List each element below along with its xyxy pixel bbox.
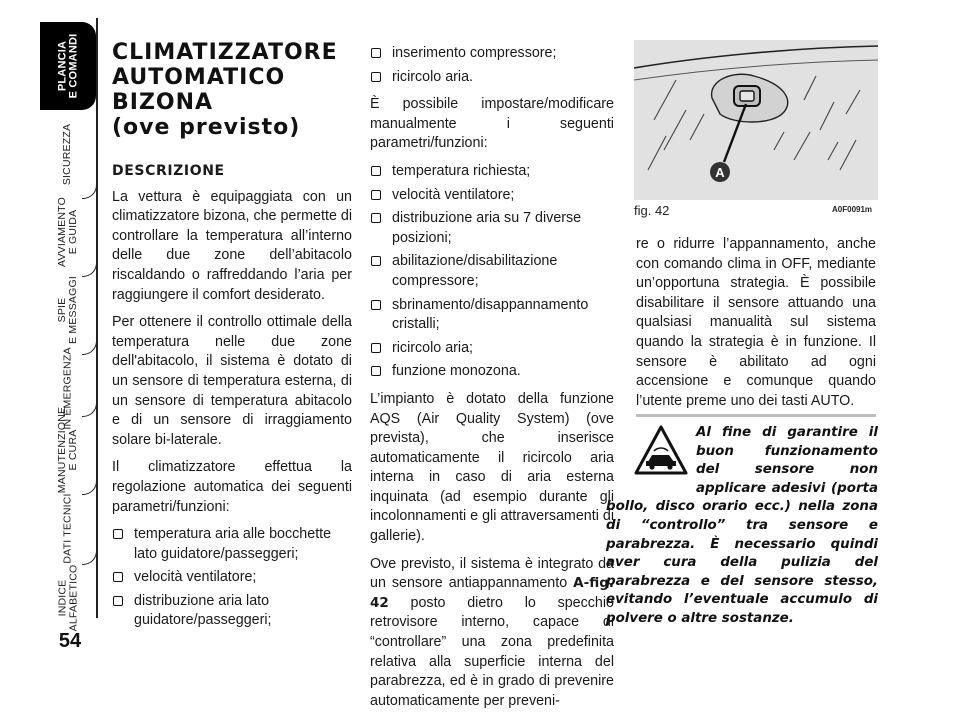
list-item: temperatura richiesta;: [370, 162, 614, 182]
tab-plancia-e-comandi[interactable]: PLANCIA E COMANDI: [40, 22, 96, 110]
auto-parameters-list: [112, 525, 352, 631]
list-item: velocità ventilatore;: [112, 568, 352, 588]
list-item: ricircolo aria;: [370, 339, 614, 359]
section-heading: DESCRIZIONE: [112, 163, 225, 179]
tab-column-line: [96, 18, 98, 618]
tab-spie-e-messaggi[interactable]: SPIE E MESSAGGI: [56, 276, 79, 344]
checkbox-bullet-icon: [371, 300, 381, 310]
paragraph: re o ridurre l’appannamento, anche con comando clima in OFF, mediante un’opportuna strategia. È possibile disabilitare il sensore attuando una qualsiasi manualità sul sistema quando la strategia è in funzione. Il sensore è abilitato ad ogni accensione e comunque quando l’utente preme uno dei tasti AUTO.: [636, 236, 876, 409]
list-item: inserimento compressore;: [370, 44, 614, 64]
list-item: sbrinamento/disappannamento cristalli;: [370, 296, 614, 335]
figure-caption: fig. 42: [634, 203, 670, 218]
list-item: temperatura aria alle bocchette lato guidatore/passeggeri;: [112, 525, 352, 564]
list-item: distribuzione aria lato guidatore/passeggeri;: [112, 592, 352, 631]
warning-note: Al fine di garantire il buon funzionamento del sensore non applicare adesivi (porta bollo, disco orario ecc.) nella zona di “controllo” tra sensore e parabrezza. È necessario quindi aver cura della pulizia del parabrezza e del sensore stesso, evitando l’eventuale accumulo di polvere o altre sostanze.: [606, 425, 878, 626]
checkbox-bullet-icon: [371, 366, 381, 376]
checkbox-bullet-icon: [113, 572, 123, 582]
list-item: distribuzione aria su 7 diverse posizioni;: [370, 209, 614, 248]
paragraph: Per ottenere il controllo ottimale della temperatura nelle due zone dell'abitacolo, il sistema è dotato di un sensore di temperatura esterna, di un sensore di temperatura abitacolo e di un sensore di irraggiamento solare bi-laterale.: [112, 314, 352, 448]
column-right: [636, 235, 876, 419]
page-number: 54: [58, 630, 82, 652]
paragraph: L’impianto è dotato della funzione AQS (Air Quality System) (ove prevista), che inserisce automaticamente il ricircolo aria interna in caso di aria esterna inquinata (ad esempio durante gli incolonnamenti e gli attraversamenti di gallerie).: [370, 390, 614, 545]
auto-parameters-list-continued: [370, 44, 614, 87]
paragraph: La vettura è equipaggiata con un climatizzatore bizona, che permette di controllare la temperatura all’interno delle due zone dell’abitacolo riscaldando o raffreddando l’aria per raggiungere il comfort desiderato.: [112, 188, 352, 303]
checkbox-bullet-icon: [371, 48, 381, 58]
tab-in-emergenza[interactable]: IN EMERGENZA: [61, 346, 74, 430]
column-middle: [370, 44, 614, 719]
column-left: [112, 40, 352, 639]
list-item: ricircolo aria.: [370, 68, 614, 88]
manual-parameters-list: [370, 162, 614, 382]
checkbox-bullet-icon: [371, 190, 381, 200]
figure-reference-link[interactable]: A-fig. 42: [370, 575, 614, 611]
tab-sicurezza[interactable]: SICUREZZA: [61, 123, 74, 185]
windshield-sensor-illustration: [634, 40, 878, 200]
warning-separator: [636, 414, 876, 417]
tab-indice-alfabetico[interactable]: INDICE ALFABETICO: [56, 564, 79, 632]
page-title: CLIMATIZZATORE AUTOMATICO BIZONA (ove previsto): [112, 40, 338, 140]
checkbox-bullet-icon: [113, 529, 123, 539]
list-item: funzione monozona.: [370, 362, 614, 382]
chapter-tabs: [0, 0, 100, 692]
tab-dati-tecnici[interactable]: DATI TECNICI: [61, 492, 74, 564]
paragraph: Ove previsto, il sistema è integrato da un sensore antiappannamento A-fig. 42 posto dietro lo specchio retrovisore interno, capace di “controllare” una zona predefinita relativa alla superficie interna del parabrezza, ed è in grado di prevenire automaticamente per preveni-: [370, 555, 614, 709]
list-item: velocità ventilatore;: [370, 186, 614, 206]
list-item: abilitazione/disabilitazione compressore;: [370, 252, 614, 291]
tab-avviamento-e-guida[interactable]: AVVIAMENTO E GUIDA: [56, 197, 80, 267]
checkbox-bullet-icon: [371, 343, 381, 353]
checkbox-bullet-icon: [371, 213, 381, 223]
checkbox-bullet-icon: [113, 596, 123, 606]
callout-a-label: A: [715, 165, 725, 180]
paragraph: È possibile impostare/modificare manualmente i seguenti parametri/funzioni:: [370, 96, 614, 152]
checkbox-bullet-icon: [371, 166, 381, 176]
figure-code: A0F0091m: [832, 205, 873, 214]
warning-triangle-car-icon: [634, 424, 688, 476]
checkbox-bullet-icon: [371, 256, 381, 266]
checkbox-bullet-icon: [371, 72, 381, 82]
paragraph: Il climatizzatore effettua la regolazione automatica dei seguenti parametri/funzioni:: [112, 459, 352, 515]
figure-42-windshield-sensor: [634, 40, 878, 200]
tab-manutenzione-e-cura[interactable]: MANUTENZIONE E CURA: [56, 406, 79, 494]
